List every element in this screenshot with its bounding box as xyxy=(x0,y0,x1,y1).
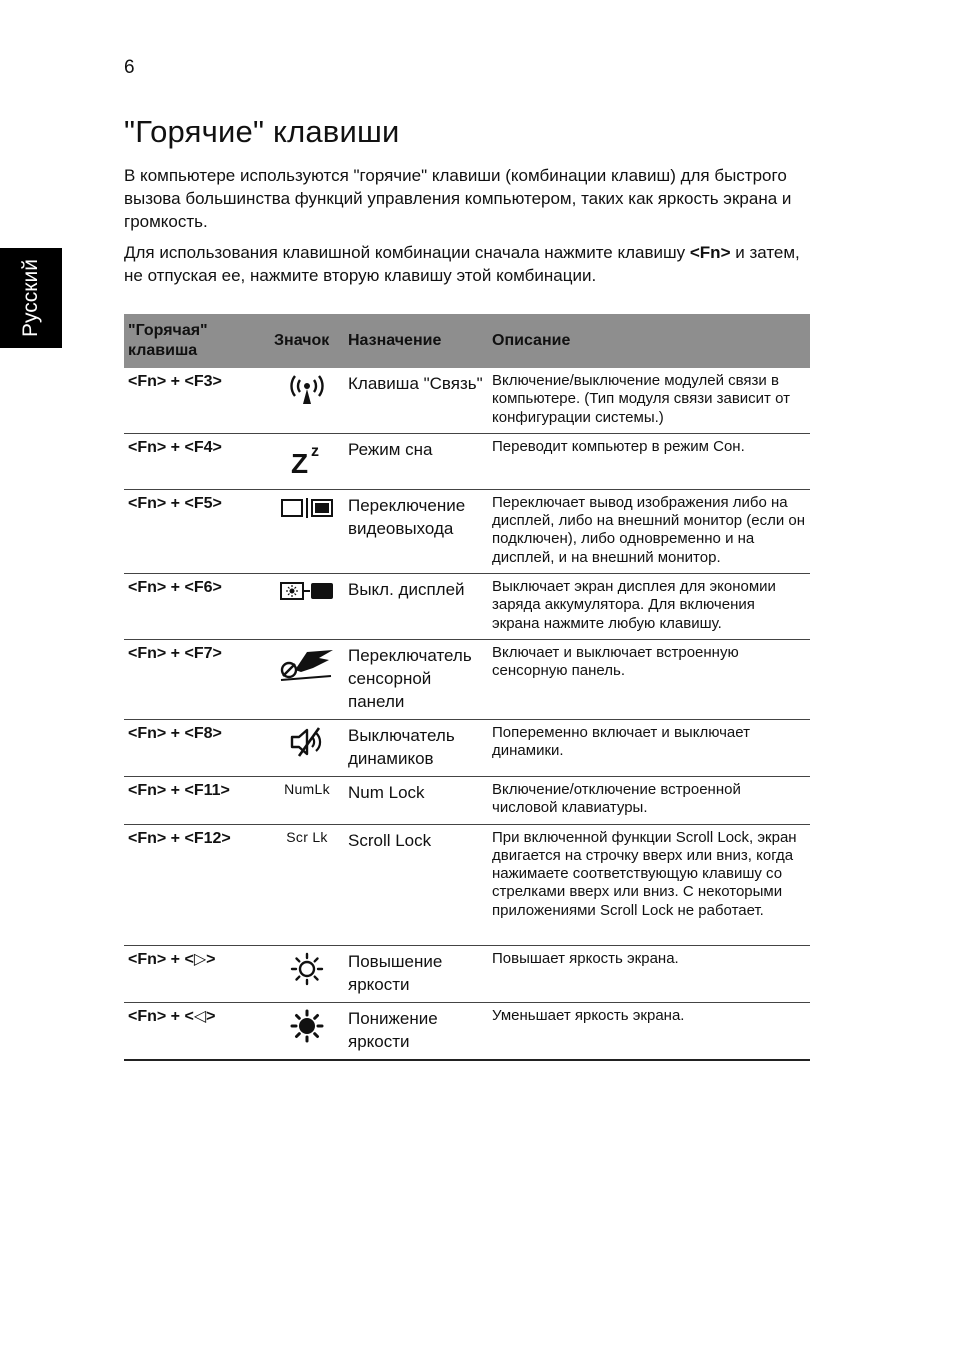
description-cell: Выключает экран дисплея для экономии заряда аккумулятора. Для включения экрана нажмите любую клавишу. xyxy=(492,578,776,632)
display-off-icon xyxy=(279,580,335,602)
description-cell: При включенной функции Scroll Lock, экран двигается на строчку вверх или вниз, когда нажимаете соответствующую клавишу со стрелками вверх или вниз. С некоторыми приложениями Scroll Lock не работает. xyxy=(492,828,797,919)
header-purpose: Назначение xyxy=(348,332,442,349)
purpose-cell: Понижение яркости xyxy=(348,1008,438,1051)
description-cell: Уменьшает яркость экрана. xyxy=(492,1006,685,1024)
purpose-cell: Клавиша "Связь" xyxy=(348,374,483,393)
purpose-cell: Выключатель динамиков xyxy=(348,725,455,768)
table-row xyxy=(124,1002,810,1060)
description-cell: Попеременно включает и выключает динамики. xyxy=(492,723,750,760)
brightness-up-icon xyxy=(290,952,324,986)
table-row xyxy=(124,719,810,776)
sleep-icon xyxy=(289,440,325,476)
svg-text:z: z xyxy=(311,442,319,460)
language-tab-label: Русский xyxy=(19,259,43,337)
hotkey-cell: <Fn> + <F8> xyxy=(128,724,222,742)
purpose-cell: Переключатель сенсорной панели xyxy=(348,645,472,711)
brightness-down-icon xyxy=(290,1009,324,1043)
hotkey-cell: <Fn> + <◁> xyxy=(128,1007,216,1025)
speaker-mute-icon xyxy=(289,726,325,758)
hotkey-cell: <Fn> + <F12> xyxy=(128,829,231,847)
touchpad-toggle-icon xyxy=(279,646,335,682)
hotkey-cell: <Fn> + <F5> xyxy=(128,494,222,512)
table-row xyxy=(124,433,810,489)
description-cell: Повышает яркость экрана. xyxy=(492,949,679,967)
table-row xyxy=(124,574,810,640)
description-cell: Включение/выключение модулей связи в компьютере. (Тип модуля связи зависит от конфигурации системы.) xyxy=(492,372,790,426)
page-title: "Горячие" клавиши xyxy=(124,114,400,149)
header-icon: Значок xyxy=(274,332,330,349)
description-cell: Включает и выключает встроенную сенсорную панель. xyxy=(492,643,739,680)
left-arrow-key-symbol: ◁ xyxy=(193,1007,207,1025)
hotkeys-table xyxy=(124,314,810,1061)
wireless-icon xyxy=(287,374,327,406)
page-number: 6 xyxy=(124,57,135,78)
numlock-icon: NumLk xyxy=(284,780,330,797)
table-row xyxy=(124,945,810,1002)
description-cell: Включение/отключение встроенной числовой клавиатуры. xyxy=(492,780,741,817)
purpose-cell: Выкл. дисплей xyxy=(348,580,465,600)
description-cell: Переключает вывод изображения либо на дисплей, либо на внешний монитор (если он подключен), либо одновременно и на дисплей, и на внешний монитор. xyxy=(492,493,806,566)
header-hotkey: "Горячая" клавиша xyxy=(128,322,208,359)
purpose-cell: Scroll Lock xyxy=(348,830,432,850)
right-arrow-key-symbol: ▷ xyxy=(193,950,207,968)
table-row xyxy=(124,489,810,573)
description-cell: Переводит компьютер в режим Сон. xyxy=(492,437,745,455)
table-row xyxy=(124,824,810,945)
table-row xyxy=(124,639,810,719)
hotkey-cell: <Fn> + <▷> xyxy=(128,950,216,968)
language-tab xyxy=(0,248,62,348)
display-toggle-icon xyxy=(280,496,334,520)
hotkey-cell: <Fn> + <F6> xyxy=(128,579,222,597)
hotkey-cell: <Fn> + <F4> xyxy=(128,438,222,456)
table-header-row xyxy=(124,314,810,368)
fn-key-label: <Fn> xyxy=(689,243,731,262)
purpose-cell: Num Lock xyxy=(348,782,425,802)
hotkey-cell: <Fn> + <F3> xyxy=(128,373,222,390)
purpose-cell: Режим сна xyxy=(348,439,433,459)
table-row xyxy=(124,776,810,824)
intro-paragraph-2: Для использования клавишной комбинации сначала нажмите клавишу <Fn> и затем, не отпуская ее, нажмите вторую клавишу этой комбинации. xyxy=(124,243,800,285)
hotkey-cell: <Fn> + <F11> xyxy=(128,781,230,799)
purpose-cell: Повышение яркости xyxy=(348,951,443,994)
scroll-lock-icon: Scr Lk xyxy=(286,828,328,845)
intro-paragraph-1: В компьютере используются "горячие" клавиши (комбинации клавиш) для быстрого вызова большинства функций управления компьютером, таких как яркость экрана и громкость. xyxy=(124,166,792,231)
purpose-cell: Переключение видеовыхода xyxy=(348,495,466,538)
table-row xyxy=(124,368,810,433)
header-description: Описание xyxy=(492,332,571,349)
hotkey-cell: <Fn> + <F7> xyxy=(128,644,222,662)
svg-text:Z: Z xyxy=(291,447,309,476)
